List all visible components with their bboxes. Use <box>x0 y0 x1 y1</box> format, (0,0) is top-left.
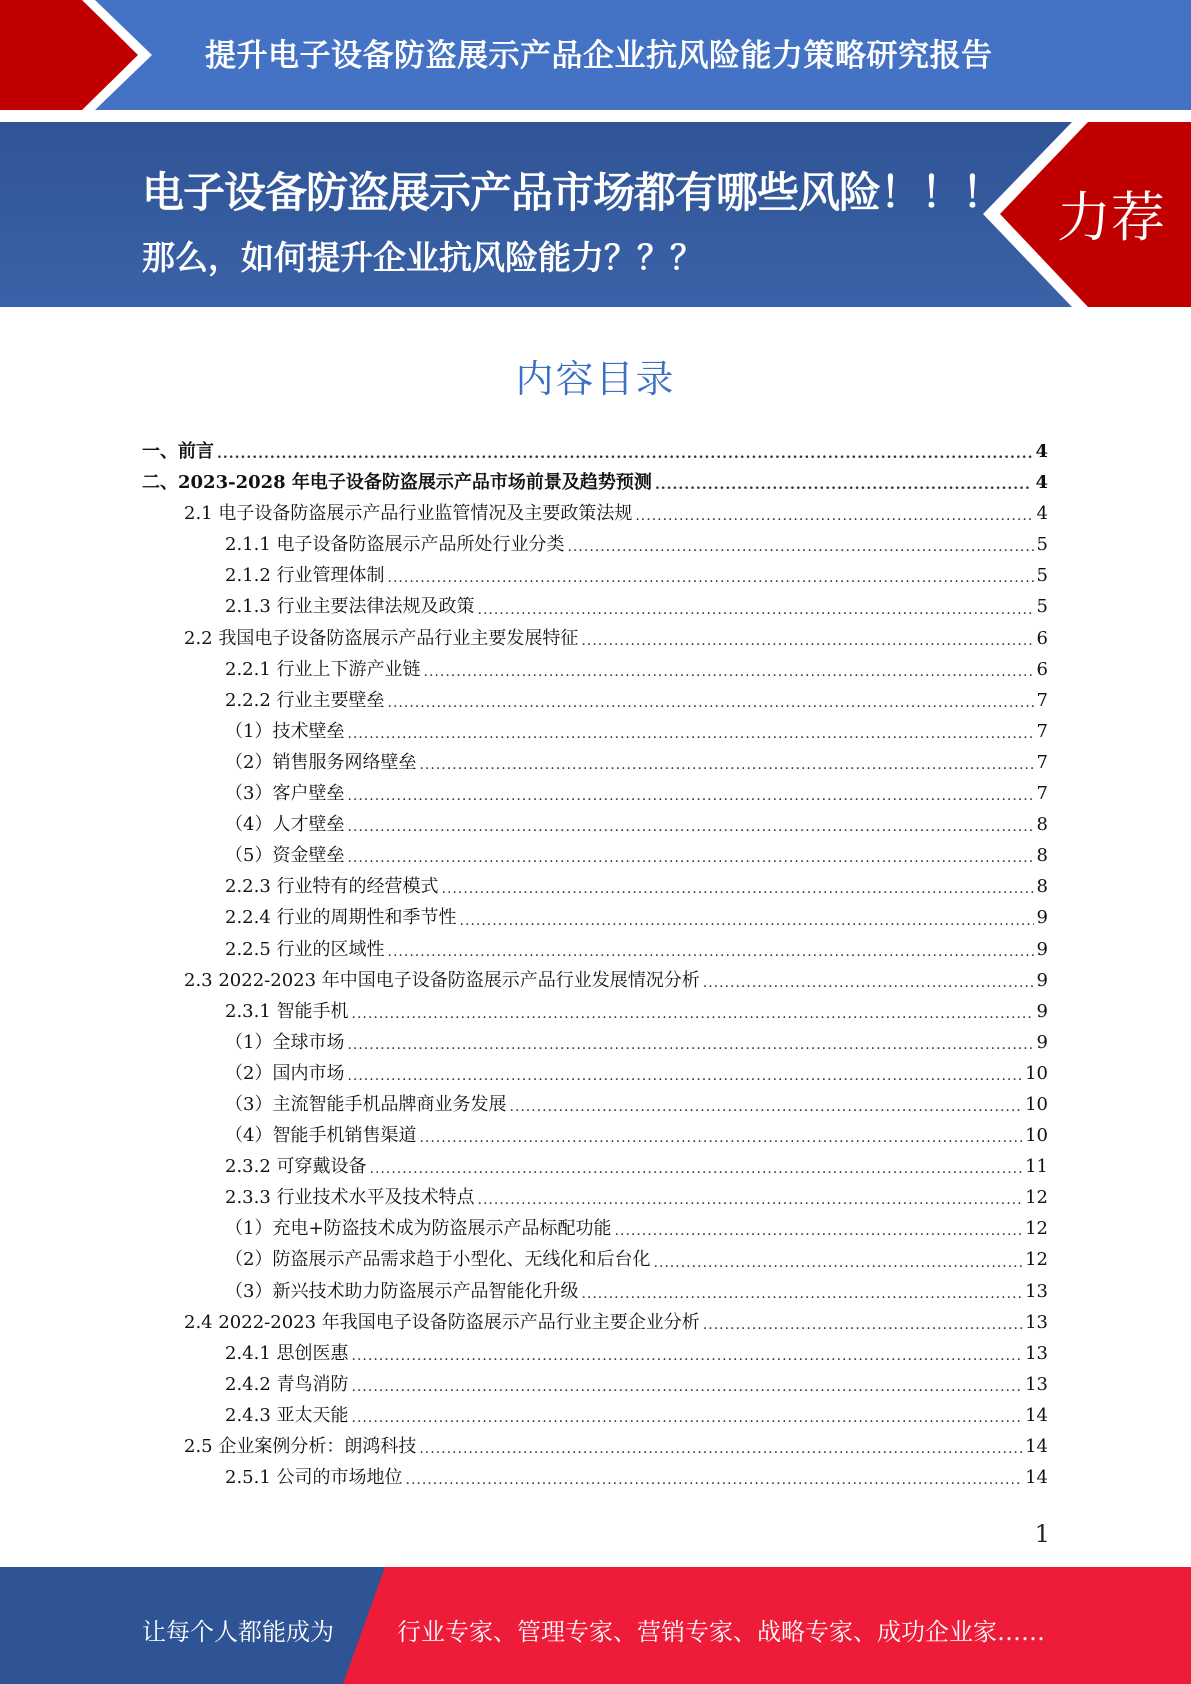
toc-dot-leader <box>370 1162 1023 1183</box>
toc-entry[interactable] <box>142 624 1048 655</box>
toc-dot-leader <box>419 1442 1022 1463</box>
toc-dot-leader <box>419 1131 1022 1152</box>
footer-slogan-left: 让每个人都能成为 <box>142 1618 334 1646</box>
toc-dot-leader <box>347 1069 1022 1090</box>
toc-dot-leader <box>347 1038 1033 1059</box>
toc-entry[interactable] <box>142 841 1048 872</box>
toc-entry[interactable] <box>142 1183 1048 1214</box>
toc-entry-page: 8 <box>1036 814 1048 836</box>
toc-entry-page: 13 <box>1025 1280 1048 1302</box>
toc-entry[interactable] <box>142 810 1048 841</box>
toc-entry[interactable] <box>142 530 1048 561</box>
toc-entry-title: （1）充电+防盗技术成为防盗展示产品标配功能 <box>225 1218 612 1240</box>
toc-entry-title: （4）人才壁垒 <box>225 814 345 836</box>
toc-dot-leader <box>347 820 1033 841</box>
toc-dot-leader <box>615 1224 1023 1245</box>
toc-entry-title: 2.3 2022-2023 年中国电子设备防盗展示产品行业发展情况分析 <box>184 969 700 991</box>
toc-entry-page: 14 <box>1025 1467 1048 1489</box>
toc-dot-leader <box>388 571 1034 592</box>
toc-entry-title: 2.4.2 青鸟消防 <box>225 1373 349 1395</box>
toc-entry-title: 2.2.5 行业的区域性 <box>225 938 385 960</box>
toc-entry-title: （3）新兴技术助力防盗展示产品智能化升级 <box>225 1280 579 1302</box>
toc-entry-page: 6 <box>1036 627 1048 649</box>
toc-entry-title: 2.4 2022-2023 年我国电子设备防盗展示产品行业主要企业分析 <box>184 1311 700 1333</box>
toc-entry[interactable] <box>142 1152 1048 1183</box>
toc-dot-leader <box>217 447 1032 468</box>
toc-entry[interactable] <box>142 1245 1048 1276</box>
toc-entry[interactable] <box>142 1432 1048 1463</box>
toc-dot-leader <box>347 727 1033 748</box>
toc-entry[interactable] <box>142 655 1048 686</box>
toc-entry-page: 12 <box>1025 1218 1048 1240</box>
toc-entry-title: 2.2.3 行业特有的经营模式 <box>225 876 439 898</box>
toc-entry[interactable] <box>142 779 1048 810</box>
toc-dot-leader <box>568 540 1034 561</box>
hero-headline: 电子设备防盗展示产品市场都有哪些风险！！！ <box>142 168 1004 217</box>
toc-entry-title: （3）客户壁垒 <box>225 783 345 805</box>
toc-entry-page: 4 <box>1035 472 1048 494</box>
toc-entry-title: 2.1.2 行业管理体制 <box>225 565 385 587</box>
toc-entry-title: 2.3.2 可穿戴设备 <box>225 1156 367 1178</box>
toc-entry-page: 14 <box>1025 1404 1048 1426</box>
toc-dot-leader <box>347 789 1033 810</box>
toc-entry[interactable] <box>142 935 1048 966</box>
toc-entry-page: 5 <box>1036 596 1048 618</box>
toc-entry-page: 8 <box>1036 876 1048 898</box>
toc-dot-leader <box>478 1193 1023 1214</box>
toc-entry[interactable] <box>142 1214 1048 1245</box>
toc-entry-page: 9 <box>1036 907 1048 929</box>
recommend-badge: 力荐 <box>1057 186 1165 249</box>
toc-entry[interactable] <box>142 1059 1048 1090</box>
toc-entry[interactable] <box>142 748 1048 779</box>
toc-entry-title: 2.5 企业案例分析：朗鸿科技 <box>184 1436 417 1457</box>
toc-entry-title: 2.5.1 公司的市场地位 <box>225 1467 403 1489</box>
toc-heading: 内容目录 <box>515 357 676 401</box>
toc-entry-title: 2.2.4 行业的周期性和季节性 <box>225 907 457 929</box>
table-of-contents <box>142 437 1048 1494</box>
toc-dot-leader <box>424 665 1034 686</box>
toc-entry-page: 14 <box>1025 1436 1048 1457</box>
toc-entry[interactable] <box>142 1277 1048 1308</box>
toc-dot-leader <box>406 1473 1023 1494</box>
toc-entry[interactable] <box>142 561 1048 592</box>
toc-entry[interactable] <box>142 997 1048 1028</box>
toc-entry-page: 13 <box>1025 1342 1048 1364</box>
toc-dot-leader <box>347 851 1033 872</box>
toc-dot-leader <box>653 1256 1022 1277</box>
footer-slogan-right: 行业专家、管理专家、营销专家、战略专家、成功企业家…… <box>397 1618 1045 1646</box>
toc-entry-title: 二、2023-2028 年电子设备防盗展示产品市场前景及趋势预测 <box>142 472 652 494</box>
toc-entry-page: 11 <box>1025 1156 1048 1178</box>
toc-entry-page: 13 <box>1025 1373 1048 1395</box>
toc-dot-leader <box>460 914 1034 935</box>
toc-entry-page: 4 <box>1036 503 1048 525</box>
toc-dot-leader <box>352 1411 1023 1432</box>
toc-entry[interactable] <box>142 1090 1048 1121</box>
toc-dot-leader <box>635 509 1033 530</box>
toc-entry[interactable] <box>142 437 1048 468</box>
toc-entry[interactable] <box>142 468 1048 499</box>
toc-entry[interactable] <box>142 1028 1048 1059</box>
toc-entry[interactable] <box>142 872 1048 903</box>
toc-entry[interactable] <box>142 1308 1048 1339</box>
toc-entry-page: 9 <box>1036 969 1048 991</box>
toc-entry[interactable] <box>142 1463 1048 1494</box>
toc-entry[interactable] <box>142 1401 1048 1432</box>
toc-dot-leader <box>352 1349 1023 1370</box>
toc-dot-leader <box>352 1007 1034 1028</box>
toc-entry-title: 2.3.1 智能手机 <box>225 1000 349 1022</box>
toc-entry[interactable] <box>142 592 1048 623</box>
toc-entry-page: 9 <box>1036 1031 1048 1053</box>
toc-entry-title: 2.4.1 思创医惠 <box>225 1342 349 1364</box>
toc-entry-page: 10 <box>1025 1062 1048 1084</box>
hero-subheadline: 那么，如何提升企业抗风险能力？？？ <box>142 238 703 277</box>
toc-entry[interactable] <box>142 1339 1048 1370</box>
toc-entry-page: 9 <box>1036 938 1048 960</box>
toc-entry-page: 6 <box>1036 658 1048 680</box>
toc-dot-leader <box>419 758 1033 779</box>
toc-entry-title: 一、前言 <box>142 441 214 462</box>
toc-dot-leader <box>655 478 1033 499</box>
toc-dot-leader <box>388 696 1034 717</box>
toc-entry-title: 2.2 我国电子设备防盗展示产品行业主要发展特征 <box>184 627 579 649</box>
toc-entry-page: 7 <box>1036 720 1048 742</box>
toc-entry-title: 2.3.3 行业技术水平及技术特点 <box>225 1187 475 1209</box>
toc-entry-page: 5 <box>1036 565 1048 587</box>
toc-entry-page: 9 <box>1036 1000 1048 1022</box>
toc-entry[interactable] <box>142 717 1048 748</box>
toc-entry-page: 7 <box>1036 689 1048 711</box>
toc-entry-page: 10 <box>1025 1125 1048 1147</box>
toc-entry-page: 8 <box>1036 845 1048 867</box>
report-title: 提升电子设备防盗展示产品企业抗风险能力策略研究报告 <box>205 38 993 74</box>
toc-entry[interactable] <box>142 499 1048 530</box>
toc-entry-title: 2.2.2 行业主要壁垒 <box>225 689 385 711</box>
toc-entry-title: （1）全球市场 <box>225 1031 345 1053</box>
toc-dot-leader <box>478 603 1034 624</box>
toc-dot-leader <box>581 1287 1022 1308</box>
toc-entry-title: （4）智能手机销售渠道 <box>225 1125 417 1147</box>
toc-entry[interactable] <box>142 686 1048 717</box>
toc-entry-title: 2.1.1 电子设备防盗展示产品所处行业分类 <box>225 534 565 556</box>
toc-entry-page: 12 <box>1025 1187 1048 1209</box>
toc-entry-page: 5 <box>1036 534 1048 556</box>
toc-entry[interactable] <box>142 1370 1048 1401</box>
toc-entry[interactable] <box>142 1121 1048 1152</box>
toc-dot-leader <box>581 634 1033 655</box>
toc-dot-leader <box>703 1318 1022 1339</box>
toc-dot-leader <box>442 882 1034 903</box>
toc-entry-page: 13 <box>1025 1311 1048 1333</box>
toc-entry-title: 2.1.3 行业主要法律法规及政策 <box>225 596 475 618</box>
toc-entry-title: 2.4.3 亚太天能 <box>225 1404 349 1426</box>
toc-entry-title: （2）销售服务网络壁垒 <box>225 751 417 773</box>
toc-entry-page: 7 <box>1036 751 1048 773</box>
toc-entry-page: 10 <box>1025 1093 1048 1115</box>
toc-entry-title: （3）主流智能手机品牌商业务发展 <box>225 1093 507 1115</box>
toc-entry[interactable] <box>142 903 1048 934</box>
toc-dot-leader <box>352 1380 1023 1401</box>
toc-dot-leader <box>509 1100 1022 1121</box>
toc-entry-page: 12 <box>1025 1249 1048 1271</box>
toc-entry-title: 2.2.1 行业上下游产业链 <box>225 658 421 680</box>
toc-entry-title: （1）技术壁垒 <box>225 720 345 742</box>
toc-dot-leader <box>388 945 1034 966</box>
toc-dot-leader <box>703 976 1034 997</box>
toc-entry-title: （2）防盗展示产品需求趋于小型化、无线化和后台化 <box>225 1249 651 1271</box>
toc-entry-page: 7 <box>1036 783 1048 805</box>
toc-entry-page: 4 <box>1035 441 1048 462</box>
toc-entry-title: （2）国内市场 <box>225 1062 345 1084</box>
toc-entry-title: 2.1 电子设备防盗展示产品行业监管情况及主要政策法规 <box>184 503 633 525</box>
page-number: 1 <box>1034 1520 1050 1548</box>
toc-entry[interactable] <box>142 966 1048 997</box>
toc-entry-title: （5）资金壁垒 <box>225 845 345 867</box>
